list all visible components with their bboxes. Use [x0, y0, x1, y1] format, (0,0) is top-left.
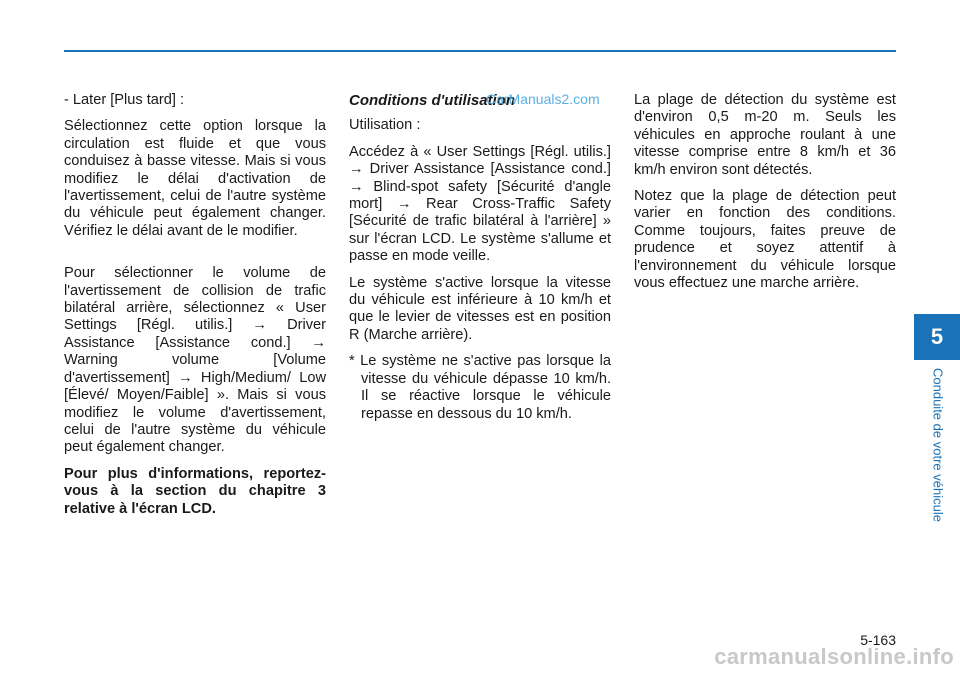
volume-instructions: Pour sélectionner le volume de l'avertissement de collision de trafic bilatéral arrière, sélectionnez « User Settings [Régl. utilis.] → Driver Assistance [Assistance cond.] → Warning volume [Volume d'avertissement] → High/Medium/ Low [Élevé/ Moyen/Faible] ». Mais si vous modifiez le volume d'avertissement, celui de l'autre système du véhicule peut également changer. [64, 265, 326, 456]
column-2 [349, 92, 611, 432]
column-3 [634, 92, 896, 301]
speed-note: * Le système ne s'active pas lorsque la vitesse du véhicule dépasse 10 km/h. Il se réactive lorsque le véhicule repasse en dessous du 10 km/h. [349, 353, 611, 422]
usage-label: Utilisation : [349, 117, 421, 134]
detection-caution: Notez que la plage de détection peut varier en fonction des conditions. Comme toujours, faites preuve de prudence et soyez attentif à l'environnement du véhicule lorsque vous effectuez une marche arrière. [634, 188, 896, 292]
section-heading [349, 92, 611, 109]
activation-conditions: Le système s'active lorsque la vitesse du véhicule est inférieure à 10 km/h et que le levier de vitesses est en position R (Marche arrière). [349, 274, 611, 343]
page-number: 5-163 [860, 632, 896, 648]
detection-range: La plage de détection du système est d'environ 0,5 m-20 m. Seuls les véhicules en approche roulant à une vitesse comprise entre 8 km/h et 36 km/h environ sont détectés. [634, 92, 896, 178]
chapter-tab: 5 [914, 314, 960, 360]
later-description: Sélectionnez cette option lorsque la circulation est fluide et que vous conduisez à basse vitesse. Mais si vous modifiez le délai d'activation de l'avertissement, celui de l'autre système du véhicule peut également changer. Vérifiez le délai avant de le modifier. [64, 118, 326, 239]
footer-watermark: carmanualsonline.info [714, 644, 954, 669]
top-rule [64, 50, 896, 52]
heading-text: Conditions d'utilisation [349, 92, 516, 109]
usage-instructions: Accédez à « User Settings [Régl. utilis.] → Driver Assistance [Assistance cond.] → Blind-spot safety [Sécurité d'angle mort] → Rear Cross-Traffic Safety [Sécurité de trafic bilatéral à l'arrière] » sur l'écran LCD. Le système s'allume et passe en mode veille. [349, 143, 611, 265]
option-later: - Later [Plus tard] : [64, 92, 185, 108]
spacer [64, 249, 326, 265]
column-1 [64, 92, 326, 527]
watermark-logo: CarManuals2.com [486, 91, 600, 107]
lcd-reference: Pour plus d'informations, reportez-vous à la section du chapitre 3 relative à l'écran LCD. [64, 465, 326, 517]
chapter-label: Conduite de votre véhicule [930, 368, 946, 522]
